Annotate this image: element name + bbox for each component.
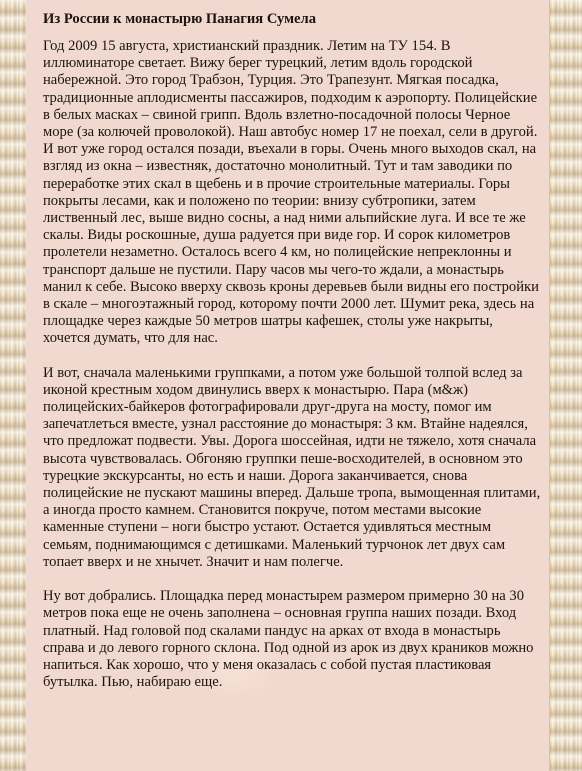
article-paragraph-3: Ну вот добрались. Площадка перед монастырем размером примерно 30 на 30 метров пока еще не очень заполнена – основная группа наших позади. Вход платный. Над головой под скалами пандус на арках от входа в монастырь справа и до левого горного склона. Под одной из арок из двух краников можно напиться. Как хорошо, что у меня оказалась с собой пустая пластиковая бутылка. Пью, набираю еще. bbox=[43, 588, 534, 691]
article-paragraph-1: Год 2009 15 августа, христианский праздник. Летим на ТУ 154. В иллюминаторе светает. Вижу берег турецкий, летим вдоль городской набережной. Это город Трабзон, Турция. Это Трапезунт. Мягкая посадка, традиционные аплодисменты пассажиров, подходим к аэропорту. Полицейские в белых масках – свиной грипп. Вдоль взлетно-посадочной полосы Черное море (за колючей проволокой). Наш автобус номер 17 не поехал, сели в другой. И вот уже город остался позади, въехали в горы. Очень много выходов скал, на взгляд из окна – известняк, достаточно монолитный. Тут и там заводики по переработке этих скал в щебень и в прочие строительные материалы. Горы покрыты лесами, как и положено по теории: внизу субтропики, затем лиственный лес, выше видно сосны, а над ними альпийские луга. И все те же скалы. Виды роскошные, душа радуется при виде гор. И сорок километров пролетели незаметно. Осталось всего 4 км, но полицейские непреклонны и транспорт дальше не пустили. Пару часов мы чего-то ждали, а монастырь манил к себе. Высоко вверху сквозь кроны деревьев были видны его постройки в скале – многоэтажный город, которому почти 2000 лет. Шумит река, здесь на площадке через каждые 50 метров шатры кафешек, столы уже накрыты, хочется думать, что для нас. bbox=[43, 38, 539, 347]
article-title: Из России к монастырю Панагия Сумела bbox=[43, 11, 317, 27]
article-content bbox=[26, 0, 550, 771]
right-decorative-border bbox=[549, 0, 582, 771]
article-paragraph-2: И вот, сначала маленькими группками, а потом уже большой толпой вслед за иконой крестным ходом двинулись вверх к монастырю. Пара (м&ж) полицейских-байкеров фотографировали друг-друга на мосту, помог им запечатлеться вместе, узнал расстояние до монастыря: 3 км. Втайне надеялся, что предложат подвести. Увы. Дорога шоссейная, идти не тяжело, хотя сначала высота чувствовалась. Обгоняю группки пеше-восходителей, в основном это турецкие экскурсанты, но есть и наши. Дорога заканчивается, снова полицейские не пускают машины вперед. Дальше тропа, вымощенная плитами, а иногда просто камнем. Становится покруче, потом местами высокие каменные ступени – ноги быстро устают. Остается удивляться местным семьям, поднимающимся с детишками. Маленький турчонок лет двух сам топает вверх и не хнычет. Значит и нам полегче. bbox=[43, 364, 541, 570]
article-body bbox=[26, 0, 550, 691]
left-decorative-border bbox=[0, 0, 27, 771]
